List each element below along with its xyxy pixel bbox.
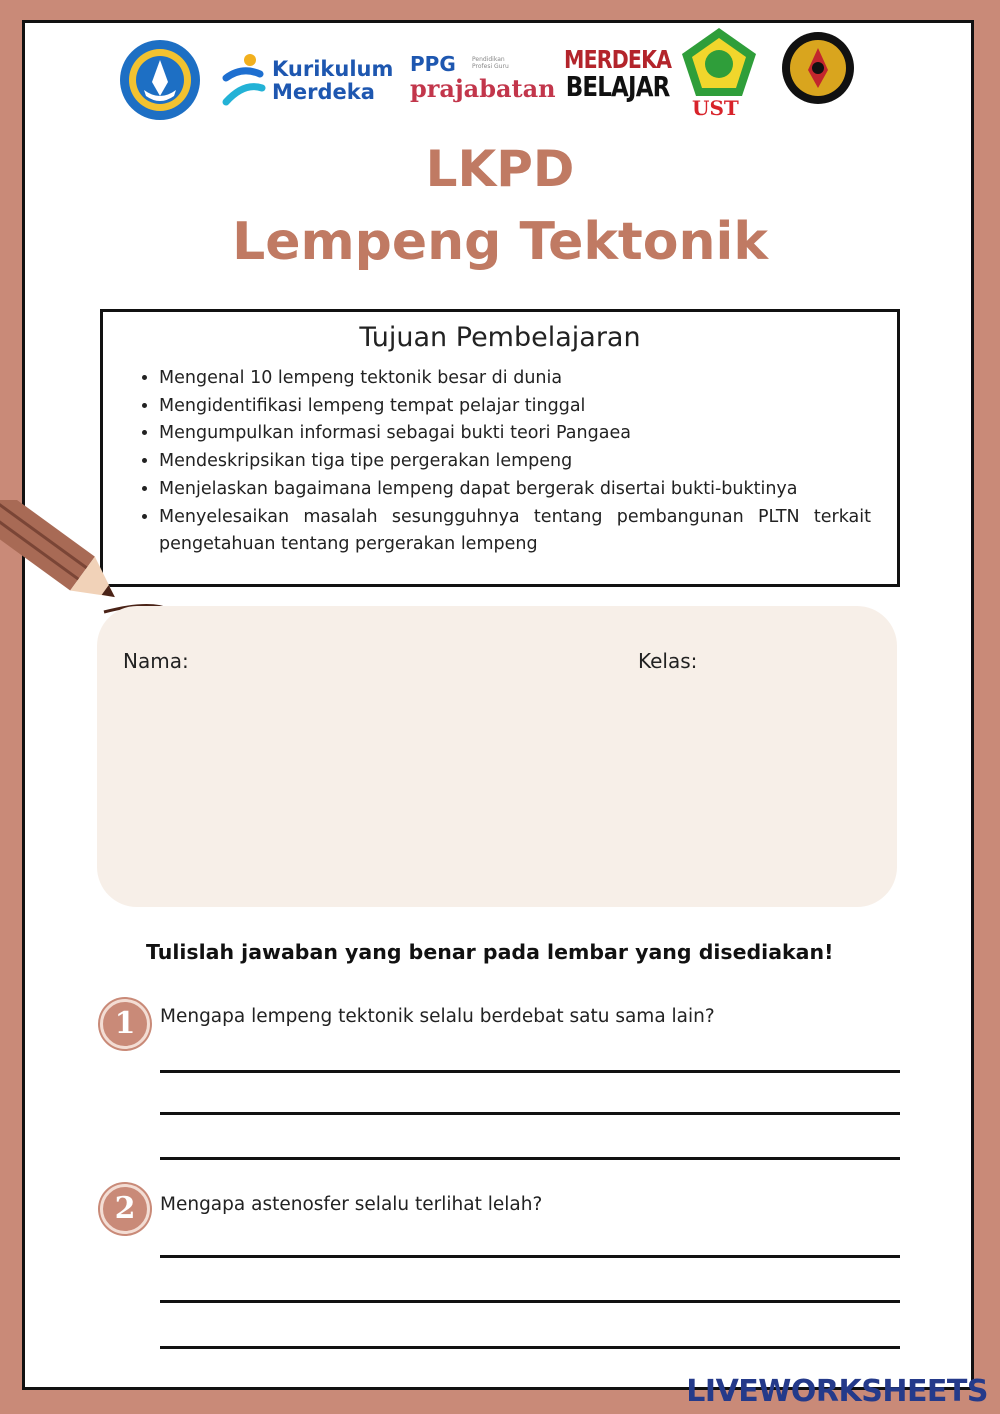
prajabatan-text: prajabatan	[410, 74, 556, 103]
ppg-prajabatan-logo	[410, 52, 556, 103]
tut-wuri-handayani-logo	[118, 38, 202, 122]
ppg-small-text: Pendidikan Profesi Guru	[472, 56, 509, 70]
merdeka-text: MERDEKA	[564, 45, 672, 74]
question-number-badge: 1	[100, 999, 150, 1049]
name-label: Nama:	[123, 649, 189, 673]
merdeka-belajar-logo	[564, 45, 695, 103]
question-text: Mengapa astenosfer selalu terlihat lelah?	[160, 1194, 543, 1215]
question-text: Mengapa lempeng tektonik selalu berdebat satu sama lain?	[160, 1006, 715, 1027]
answer-line[interactable]	[160, 1300, 900, 1303]
instruction-text: Tulislah jawaban yang benar pada lembar yang disediakan!	[146, 940, 834, 964]
objective-item: • Menyelesaikan masalah sesungguhnya tentang pembangunan PLTN terkait pengetahuan tentang pergerakan lempeng	[159, 504, 871, 559]
learning-objectives-box	[100, 309, 900, 587]
answer-line[interactable]	[160, 1157, 900, 1160]
liveworksheets-watermark: LIVEWORKSHEETS	[686, 1374, 988, 1409]
kurikulum-line2: Merdeka	[272, 80, 375, 104]
objectives-list	[159, 365, 871, 559]
objective-item: • Menjelaskan bagaimana lempeng dapat bergerak disertai bukti-buktinya	[159, 476, 871, 504]
objective-item: • Mengenal 10 lempeng tektonik besar di dunia	[159, 365, 871, 393]
belajar-text: BELAJAR	[565, 70, 670, 103]
kurikulum-line1: Kurikulum	[272, 57, 394, 81]
answer-line[interactable]	[160, 1112, 900, 1115]
kurikulum-merdeka-icon	[222, 52, 266, 112]
answer-line[interactable]	[160, 1255, 900, 1258]
kurikulum-merdeka-text	[272, 58, 393, 104]
objectives-heading: Tujuan Pembelajaran	[359, 322, 641, 353]
student-identity-panel	[97, 606, 897, 907]
ust-text: UST	[692, 96, 739, 120]
page-title: LKPD	[425, 140, 575, 198]
objective-item: • Mengumpulkan informasi sebagai bukti teori Pangaea	[159, 420, 871, 448]
class-label: Kelas:	[638, 649, 698, 673]
ppg-text: PPG	[410, 52, 456, 76]
smp-school-emblem	[780, 30, 856, 106]
objective-item: • Mengidentifikasi lempeng tempat pelajar tinggal	[159, 393, 871, 421]
answer-line[interactable]	[160, 1346, 900, 1349]
page-subtitle: Lempeng Tektonik	[232, 212, 768, 272]
objective-item: • Mendeskripsikan tiga tipe pergerakan lempeng	[159, 448, 871, 476]
question-number-badge: 2	[100, 1184, 150, 1234]
logo-row	[0, 0, 1000, 130]
ust-emblem	[680, 26, 758, 98]
answer-line[interactable]	[160, 1070, 900, 1073]
